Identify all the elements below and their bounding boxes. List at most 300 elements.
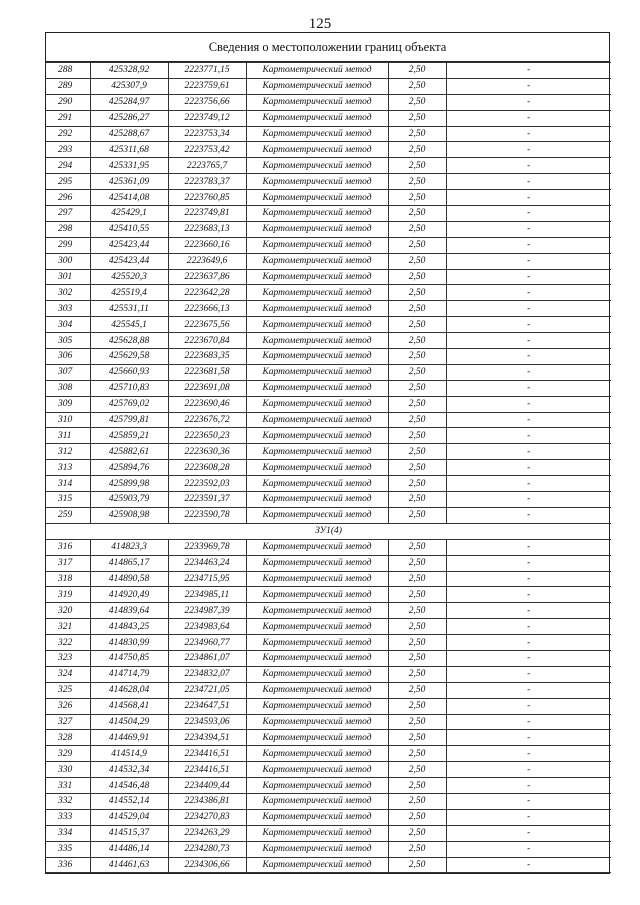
cell-note: - [446, 444, 611, 460]
cell-note: - [446, 666, 611, 682]
cell-point-number: 333 [46, 809, 90, 825]
cell-precision: 2,50 [388, 317, 446, 333]
cell-note: - [446, 746, 611, 762]
cell-point-number: 335 [46, 841, 90, 857]
table-row [46, 460, 611, 476]
cell-note: - [446, 635, 611, 651]
cell-method: Картометрический метод [246, 364, 388, 380]
table-row [46, 412, 611, 428]
cell-coordinate-x: 425423,44 [90, 253, 168, 269]
cell-method: Картометрический метод [246, 666, 388, 682]
cell-method: Картометрический метод [246, 349, 388, 365]
cell-coordinate-x: 425882,61 [90, 444, 168, 460]
table-row [46, 63, 611, 79]
cell-method: Картометрический метод [246, 778, 388, 794]
cell-note: - [446, 285, 611, 301]
cell-precision: 2,50 [388, 63, 446, 79]
cell-note: - [446, 460, 611, 476]
cell-method: Картометрический метод [246, 221, 388, 237]
cell-coordinate-y: 2223683,35 [168, 349, 246, 365]
table-row [46, 142, 611, 158]
cell-note: - [446, 730, 611, 746]
cell-precision: 2,50 [388, 333, 446, 349]
cell-note: - [446, 78, 611, 94]
cell-coordinate-y: 2234715,95 [168, 571, 246, 587]
cell-coordinate-y: 2223591,37 [168, 492, 246, 508]
cell-precision: 2,50 [388, 221, 446, 237]
cell-point-number: 324 [46, 666, 90, 682]
table-row [46, 110, 611, 126]
table-row [46, 492, 611, 508]
cell-point-number: 309 [46, 396, 90, 412]
table-row [46, 221, 611, 237]
cell-coordinate-x: 425284,97 [90, 94, 168, 110]
cell-point-number: 323 [46, 650, 90, 666]
cell-coordinate-x: 425410,55 [90, 221, 168, 237]
cell-method: Картометрический метод [246, 444, 388, 460]
cell-coordinate-x: 425769,02 [90, 396, 168, 412]
cell-point-number: 306 [46, 349, 90, 365]
cell-point-number: 294 [46, 158, 90, 174]
cell-coordinate-y: 2234416,51 [168, 746, 246, 762]
cell-coordinate-x: 425423,44 [90, 237, 168, 253]
table-row [46, 396, 611, 412]
cell-point-number: 334 [46, 825, 90, 841]
cell-precision: 2,50 [388, 793, 446, 809]
cell-precision: 2,50 [388, 825, 446, 841]
table-row [46, 778, 611, 794]
cell-coordinate-x: 414839,64 [90, 603, 168, 619]
coordinates-table-body [46, 63, 611, 873]
cell-note: - [446, 428, 611, 444]
cell-point-number: 296 [46, 190, 90, 206]
cell-precision: 2,50 [388, 730, 446, 746]
cell-point-number: 290 [46, 94, 90, 110]
cell-method: Картометрический метод [246, 635, 388, 651]
cell-point-number: 307 [46, 364, 90, 380]
cell-coordinate-y: 2223676,72 [168, 412, 246, 428]
cell-precision: 2,50 [388, 460, 446, 476]
cell-coordinate-x: 425361,09 [90, 174, 168, 190]
cell-note: - [446, 555, 611, 571]
cell-coordinate-y: 2223681,58 [168, 364, 246, 380]
table-row [46, 333, 611, 349]
cell-precision: 2,50 [388, 174, 446, 190]
cell-point-number: 298 [46, 221, 90, 237]
cell-point-number: 301 [46, 269, 90, 285]
cell-coordinate-x: 414532,34 [90, 762, 168, 778]
cell-note: - [446, 158, 611, 174]
cell-note: - [446, 110, 611, 126]
cell-note: - [446, 762, 611, 778]
cell-precision: 2,50 [388, 110, 446, 126]
cell-coordinate-y: 2223637,86 [168, 269, 246, 285]
cell-point-number: 326 [46, 698, 90, 714]
cell-note: - [446, 142, 611, 158]
table-row [46, 253, 611, 269]
table-row [46, 349, 611, 365]
table-row [46, 555, 611, 571]
cell-precision: 2,50 [388, 650, 446, 666]
cell-point-number: 289 [46, 78, 90, 94]
cell-coordinate-y: 2223649,6 [168, 253, 246, 269]
cell-point-number: 327 [46, 714, 90, 730]
cell-method: Картометрический метод [246, 730, 388, 746]
cell-note: - [446, 682, 611, 698]
cell-note: - [446, 841, 611, 857]
cell-coordinate-x: 425307,9 [90, 78, 168, 94]
cell-point-number: 305 [46, 333, 90, 349]
cell-note: - [446, 349, 611, 365]
cell-precision: 2,50 [388, 698, 446, 714]
cell-coordinate-x: 414843,25 [90, 619, 168, 635]
cell-precision: 2,50 [388, 682, 446, 698]
table-row [46, 78, 611, 94]
table-row [46, 285, 611, 301]
cell-coordinate-x: 414504,29 [90, 714, 168, 730]
cell-point-number: 315 [46, 492, 90, 508]
cell-precision: 2,50 [388, 603, 446, 619]
cell-coordinate-y: 2223660,16 [168, 237, 246, 253]
cell-method: Картометрический метод [246, 857, 388, 873]
table-row [46, 237, 611, 253]
cell-point-number: 308 [46, 380, 90, 396]
cell-coordinate-x: 425660,93 [90, 364, 168, 380]
page-number: 125 [308, 16, 332, 32]
cell-coordinate-x: 425903,79 [90, 492, 168, 508]
cell-coordinate-x: 414628,04 [90, 682, 168, 698]
cell-coordinate-y: 2223642,28 [168, 285, 246, 301]
cell-method: Картометрический метод [246, 476, 388, 492]
cell-method: Картометрический метод [246, 650, 388, 666]
cell-note: - [446, 126, 611, 142]
cell-point-number: 310 [46, 412, 90, 428]
cell-coordinate-x: 425628,88 [90, 333, 168, 349]
cell-note: - [446, 587, 611, 603]
table-row [46, 841, 611, 857]
cell-coordinate-y: 2234263,29 [168, 825, 246, 841]
cell-note: - [446, 94, 611, 110]
cell-coordinate-x: 414514,9 [90, 746, 168, 762]
table-row [46, 666, 611, 682]
cell-coordinate-y: 2234280,73 [168, 841, 246, 857]
cell-precision: 2,50 [388, 762, 446, 778]
cell-coordinate-x: 425894,76 [90, 460, 168, 476]
cell-precision: 2,50 [388, 94, 446, 110]
cell-coordinate-y: 2223683,13 [168, 221, 246, 237]
cell-method: Картометрический метод [246, 682, 388, 698]
cell-coordinate-x: 414546,48 [90, 778, 168, 794]
cell-note: - [446, 380, 611, 396]
cell-point-number: 316 [46, 539, 90, 555]
cell-coordinate-y: 2223765,7 [168, 158, 246, 174]
cell-precision: 2,50 [388, 285, 446, 301]
cell-method: Картометрический метод [246, 110, 388, 126]
cell-coordinate-y: 2223753,34 [168, 126, 246, 142]
table-row [46, 380, 611, 396]
cell-point-number: 325 [46, 682, 90, 698]
cell-coordinate-y: 2234306,66 [168, 857, 246, 873]
table-row [46, 428, 611, 444]
cell-method: Картометрический метод [246, 396, 388, 412]
cell-method: Картометрический метод [246, 507, 388, 523]
cell-method: Картометрический метод [246, 714, 388, 730]
cell-coordinate-y: 2234721,05 [168, 682, 246, 698]
cell-method: Картометрический метод [246, 762, 388, 778]
cell-coordinate-x: 414461,63 [90, 857, 168, 873]
cell-note: - [446, 857, 611, 873]
cell-point-number: 302 [46, 285, 90, 301]
cell-method: Картометрический метод [246, 619, 388, 635]
cell-method: Картометрический метод [246, 698, 388, 714]
cell-note: - [446, 364, 611, 380]
cell-point-number: 329 [46, 746, 90, 762]
cell-point-number: 319 [46, 587, 90, 603]
cell-coordinate-y: 2223630,36 [168, 444, 246, 460]
cell-note: - [446, 174, 611, 190]
cell-method: Картометрический метод [246, 237, 388, 253]
cell-point-number: 295 [46, 174, 90, 190]
cell-coordinate-x: 414823,3 [90, 539, 168, 555]
table-row [46, 682, 611, 698]
cell-coordinate-x: 425519,4 [90, 285, 168, 301]
cell-note: - [446, 237, 611, 253]
cell-method: Картометрический метод [246, 63, 388, 79]
table-row [46, 364, 611, 380]
cell-point-number: 297 [46, 206, 90, 222]
cell-precision: 2,50 [388, 444, 446, 460]
cell-coordinate-x: 425414,08 [90, 190, 168, 206]
table-row [46, 825, 611, 841]
cell-coordinate-y: 2223749,81 [168, 206, 246, 222]
cell-coordinate-x: 425908,98 [90, 507, 168, 523]
cell-point-number: 328 [46, 730, 90, 746]
cell-method: Картометрический метод [246, 301, 388, 317]
cell-point-number: 320 [46, 603, 90, 619]
cell-coordinate-x: 425311,68 [90, 142, 168, 158]
table-row [46, 619, 611, 635]
cell-method: Картометрический метод [246, 380, 388, 396]
cell-precision: 2,50 [388, 396, 446, 412]
cell-point-number: 304 [46, 317, 90, 333]
cell-precision: 2,50 [388, 841, 446, 857]
cell-method: Картометрический метод [246, 94, 388, 110]
cell-note: - [446, 317, 611, 333]
cell-coordinate-x: 425859,21 [90, 428, 168, 444]
table-row [46, 650, 611, 666]
cell-coordinate-y: 2234386,81 [168, 793, 246, 809]
cell-precision: 2,50 [388, 78, 446, 94]
cell-point-number: 259 [46, 507, 90, 523]
cell-method: Картометрический метод [246, 412, 388, 428]
table-row [46, 698, 611, 714]
cell-precision: 2,50 [388, 746, 446, 762]
cell-note: - [446, 778, 611, 794]
cell-method: Картометрический метод [246, 746, 388, 762]
cell-note: - [446, 253, 611, 269]
cell-coordinate-x: 414552,14 [90, 793, 168, 809]
cell-note: - [446, 539, 611, 555]
cell-note: - [446, 619, 611, 635]
cell-precision: 2,50 [388, 809, 446, 825]
cell-coordinate-y: 2234394,51 [168, 730, 246, 746]
coordinates-sheet [45, 32, 610, 874]
cell-coordinate-x: 414920,49 [90, 587, 168, 603]
cell-note: - [446, 396, 611, 412]
cell-note: - [446, 190, 611, 206]
cell-coordinate-x: 414714,79 [90, 666, 168, 682]
table-row [46, 746, 611, 762]
cell-coordinate-x: 414865,17 [90, 555, 168, 571]
cell-coordinate-y: 2234593,06 [168, 714, 246, 730]
cell-coordinate-y: 2223675,56 [168, 317, 246, 333]
cell-method: Картометрический метод [246, 142, 388, 158]
cell-coordinate-y: 2234987,39 [168, 603, 246, 619]
cell-coordinate-x: 414486,14 [90, 841, 168, 857]
cell-point-number: 300 [46, 253, 90, 269]
cell-precision: 2,50 [388, 126, 446, 142]
table-row [46, 301, 611, 317]
cell-note: - [446, 269, 611, 285]
cell-coordinate-y: 2223760,85 [168, 190, 246, 206]
cell-point-number: 293 [46, 142, 90, 158]
cell-point-number: 299 [46, 237, 90, 253]
cell-method: Картометрический метод [246, 253, 388, 269]
cell-point-number: 318 [46, 571, 90, 587]
table-row [46, 730, 611, 746]
table-row [46, 603, 611, 619]
table-row [46, 857, 611, 873]
cell-method: Картометрический метод [246, 269, 388, 285]
cell-note: - [446, 793, 611, 809]
cell-coordinate-x: 425899,98 [90, 476, 168, 492]
cell-note: - [446, 333, 611, 349]
cell-precision: 2,50 [388, 619, 446, 635]
cell-precision: 2,50 [388, 237, 446, 253]
cell-coordinate-x: 425531,11 [90, 301, 168, 317]
cell-precision: 2,50 [388, 349, 446, 365]
cell-precision: 2,50 [388, 190, 446, 206]
cell-coordinate-y: 2234416,51 [168, 762, 246, 778]
cell-method: Картометрический метод [246, 793, 388, 809]
section-row [46, 523, 611, 539]
cell-coordinate-x: 425286,27 [90, 110, 168, 126]
cell-note: - [446, 714, 611, 730]
cell-coordinate-y: 2223783,37 [168, 174, 246, 190]
cell-precision: 2,50 [388, 412, 446, 428]
cell-method: Картометрический метод [246, 174, 388, 190]
cell-coordinate-y: 2223759,61 [168, 78, 246, 94]
cell-coordinate-y: 2234832,07 [168, 666, 246, 682]
cell-precision: 2,50 [388, 142, 446, 158]
cell-method: Картометрический метод [246, 460, 388, 476]
cell-coordinate-y: 2223771,15 [168, 63, 246, 79]
cell-precision: 2,50 [388, 206, 446, 222]
cell-method: Картометрический метод [246, 285, 388, 301]
table-row [46, 539, 611, 555]
cell-point-number: 332 [46, 793, 90, 809]
cell-method: Картометрический метод [246, 126, 388, 142]
cell-point-number: 312 [46, 444, 90, 460]
table-row [46, 158, 611, 174]
cell-coordinate-y: 2223608,28 [168, 460, 246, 476]
cell-coordinate-x: 425331,95 [90, 158, 168, 174]
cell-coordinate-y: 2223691,08 [168, 380, 246, 396]
cell-note: - [446, 825, 611, 841]
cell-precision: 2,50 [388, 380, 446, 396]
table-row [46, 126, 611, 142]
cell-method: Картометрический метод [246, 587, 388, 603]
cell-point-number: 336 [46, 857, 90, 873]
cell-precision: 2,50 [388, 301, 446, 317]
cell-method: Картометрический метод [246, 206, 388, 222]
cell-method: Картометрический метод [246, 428, 388, 444]
cell-coordinate-x: 425545,1 [90, 317, 168, 333]
cell-precision: 2,50 [388, 555, 446, 571]
cell-method: Картометрический метод [246, 190, 388, 206]
table-row [46, 94, 611, 110]
cell-method: Картометрический метод [246, 317, 388, 333]
cell-precision: 2,50 [388, 364, 446, 380]
cell-note: - [446, 571, 611, 587]
cell-note: - [446, 476, 611, 492]
cell-method: Картометрический метод [246, 333, 388, 349]
cell-precision: 2,50 [388, 428, 446, 444]
cell-coordinate-y: 2234409,44 [168, 778, 246, 794]
table-row [46, 444, 611, 460]
cell-coordinate-x: 414469,91 [90, 730, 168, 746]
cell-note: - [446, 206, 611, 222]
cell-method: Картометрический метод [246, 555, 388, 571]
cell-coordinate-x: 425629,58 [90, 349, 168, 365]
cell-coordinate-y: 2233969,78 [168, 539, 246, 555]
cell-coordinate-x: 414529,04 [90, 809, 168, 825]
cell-precision: 2,50 [388, 587, 446, 603]
sheet-title: Сведения о местоположении границ объекта [46, 33, 609, 62]
table-row [46, 809, 611, 825]
cell-point-number: 331 [46, 778, 90, 794]
cell-coordinate-x: 414515,37 [90, 825, 168, 841]
table-row [46, 793, 611, 809]
cell-method: Картометрический метод [246, 825, 388, 841]
cell-point-number: 311 [46, 428, 90, 444]
table-row [46, 762, 611, 778]
cell-coordinate-x: 414890,58 [90, 571, 168, 587]
cell-precision: 2,50 [388, 269, 446, 285]
table-row [46, 571, 611, 587]
cell-note: - [446, 221, 611, 237]
cell-precision: 2,50 [388, 507, 446, 523]
cell-note: - [446, 603, 611, 619]
cell-coordinate-x: 425429,1 [90, 206, 168, 222]
section-label: ЗУ1(4) [46, 523, 611, 539]
cell-method: Картометрический метод [246, 539, 388, 555]
cell-method: Картометрический метод [246, 492, 388, 508]
cell-coordinate-x: 425710,83 [90, 380, 168, 396]
cell-coordinate-y: 2223753,42 [168, 142, 246, 158]
cell-point-number: 292 [46, 126, 90, 142]
cell-coordinate-x: 425288,67 [90, 126, 168, 142]
cell-coordinate-y: 2234270,83 [168, 809, 246, 825]
table-row [46, 476, 611, 492]
cell-note: - [446, 301, 611, 317]
cell-coordinate-y: 2234960,77 [168, 635, 246, 651]
cell-note: - [446, 809, 611, 825]
cell-point-number: 322 [46, 635, 90, 651]
cell-coordinate-y: 2223650,23 [168, 428, 246, 444]
cell-precision: 2,50 [388, 476, 446, 492]
cell-method: Картометрический метод [246, 571, 388, 587]
